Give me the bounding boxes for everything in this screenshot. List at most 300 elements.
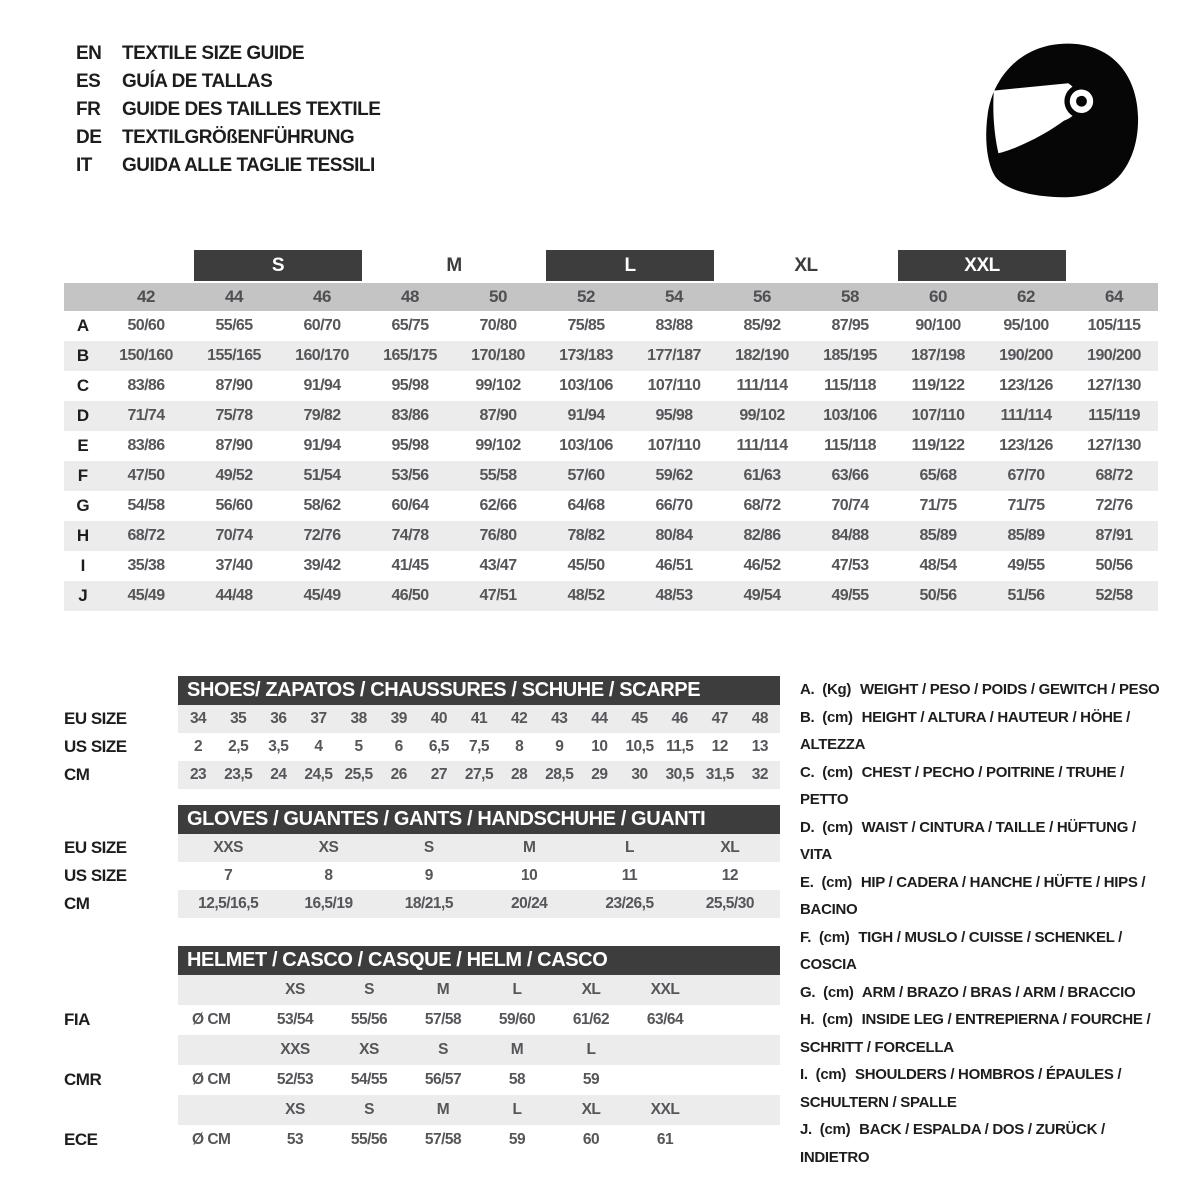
size-value: 16,5/19 [304, 895, 353, 912]
helmet-size-header-row [64, 975, 780, 1005]
measurement-value: 72/76 [1095, 497, 1133, 514]
measurement-value: 46/50 [391, 587, 429, 604]
size-value: XS [318, 839, 339, 856]
legend-text: CHEST / PECHO / POITRINE / TRUHE / PETTO [800, 763, 1124, 808]
legend-item [800, 1116, 1168, 1171]
row-letter: D [76, 406, 90, 425]
legend-text: SHOULDERS / HOMBROS / ÉPAULES / SCHULTERN / SPALLE [800, 1066, 1122, 1111]
measurement-value: 58/62 [303, 497, 341, 514]
size-label: S [364, 1101, 374, 1118]
size-value: 39 [390, 710, 407, 727]
size-value: 28 [511, 766, 528, 783]
unit-label: Ø CM [192, 1071, 231, 1088]
size-value: 13 [751, 738, 769, 755]
row-values [102, 317, 1158, 335]
measurement-value: 75/85 [567, 317, 605, 334]
legend-unit: (Kg) [822, 681, 852, 698]
measurement-value: 103/106 [823, 407, 877, 424]
measurement-value: 50/56 [1095, 557, 1133, 574]
row-values [102, 497, 1158, 515]
row-letter: J [78, 586, 88, 605]
legend-text: BACK / ESPALDA / DOS / ZURÜCK / INDIETRO [800, 1121, 1105, 1166]
language-row [76, 68, 380, 96]
language-code: FR [76, 99, 101, 120]
language-code: ES [76, 71, 101, 92]
size-label: XL [581, 1101, 601, 1118]
table-row [64, 834, 780, 862]
language-title-list [76, 40, 380, 180]
measurement-value: 107/110 [647, 437, 701, 454]
table-row [64, 705, 780, 733]
numeric-size-label: 50 [489, 287, 507, 306]
legend-key: J. [800, 1121, 812, 1138]
measurement-value: 72/76 [303, 527, 341, 544]
gloves-title-row [64, 805, 780, 834]
numeric-size-header [64, 283, 1158, 311]
measurement-value: 61/63 [743, 467, 781, 484]
measurement-value: 41/45 [391, 557, 429, 574]
measurement-value: 55/65 [215, 317, 253, 334]
size-value: 5 [354, 738, 363, 755]
measurement-value: 65/68 [919, 467, 957, 484]
measurement-value: 48/54 [919, 557, 957, 574]
measurement-value: 64/68 [567, 497, 605, 514]
size-value: 24 [270, 766, 287, 783]
gloves-size-table [64, 805, 780, 918]
language-code: IT [76, 155, 92, 176]
numeric-size-label: 52 [577, 287, 595, 306]
unit-label: Ø CM [192, 1131, 231, 1148]
measurement-value: 51/56 [1007, 587, 1045, 604]
unit-label: Ø CM [192, 1011, 231, 1028]
legend-text: TIGH / MUSLO / CUISSE / SCHENKEL / COSCIA [800, 928, 1123, 973]
measurement-value: 111/114 [1000, 407, 1052, 424]
row-values [102, 527, 1158, 545]
measurement-rows [64, 311, 1158, 611]
size-value: 6 [394, 738, 403, 755]
legend-item [800, 814, 1168, 869]
size-value: 52/53 [276, 1071, 314, 1088]
size-label: XXL [650, 1101, 680, 1118]
size-value: 53 [286, 1131, 304, 1148]
size-group-cells [190, 250, 1158, 283]
table-row [64, 551, 1158, 581]
legend-text: HIP / CADERA / HANCHE / HÜFTE / HIPS / BACINO [800, 873, 1146, 918]
row-values [178, 733, 780, 761]
size-value: 11 [621, 867, 638, 884]
shoes-rows [64, 705, 780, 789]
measurement-value: 123/126 [999, 437, 1053, 454]
helmet-sections [64, 975, 780, 1155]
measurement-value: 165/175 [383, 347, 437, 364]
size-value: 27 [430, 766, 447, 783]
size-value: L [625, 839, 634, 856]
row-values [178, 862, 780, 890]
measurement-value: 56/60 [215, 497, 253, 514]
size-label: L [512, 981, 522, 998]
legend-item [800, 759, 1168, 814]
numeric-size-label: 42 [137, 287, 155, 306]
helmet-size-header-row [64, 1035, 780, 1065]
measurement-value: 44/48 [215, 587, 253, 604]
measurement-value: 83/86 [127, 377, 165, 394]
size-value: 55/56 [350, 1011, 388, 1028]
size-value: 34 [189, 710, 207, 727]
measurement-value: 51/54 [303, 467, 341, 484]
size-value: 47 [711, 710, 728, 727]
measurement-value: 37/40 [215, 557, 253, 574]
measurement-value: 49/54 [743, 587, 781, 604]
size-group [542, 250, 718, 283]
size-value: 42 [511, 710, 528, 727]
row-letter: H [76, 526, 90, 545]
legend-unit: (cm) [818, 928, 850, 946]
size-label: M [510, 1041, 524, 1058]
shoes-table-title: SHOES/ ZAPATOS / CHAUSSURES / SCHUHE / SCARPE [178, 676, 780, 705]
row-values [178, 705, 780, 733]
size-value: 60 [582, 1131, 600, 1148]
size-value: 30 [631, 766, 648, 783]
measurement-value: 160/170 [295, 347, 349, 364]
size-value: 11,5 [666, 738, 694, 755]
measurement-value: 35/38 [127, 557, 165, 574]
size-value: 27,5 [464, 766, 494, 783]
measurement-value: 55/58 [479, 467, 517, 484]
measurement-value: 80/84 [655, 527, 693, 544]
size-value: 23/26,5 [605, 895, 654, 912]
measurement-value: 79/82 [303, 407, 341, 424]
measurement-value: 119/122 [911, 377, 965, 394]
measurement-value: 71/75 [919, 497, 957, 514]
table-row [64, 581, 1158, 611]
size-value: 55/56 [350, 1131, 388, 1148]
helmet-standard-section [64, 1035, 780, 1095]
size-value: 4 [314, 738, 323, 755]
size-value: 48 [751, 710, 769, 727]
numeric-size-label: 60 [929, 287, 947, 306]
measurement-value: 39/42 [303, 557, 341, 574]
row-label [64, 975, 178, 1005]
legend-unit: (cm) [822, 708, 853, 726]
size-label: L [512, 1101, 522, 1118]
measurement-value: 63/66 [831, 467, 869, 484]
measurement-value: 111/114 [736, 437, 788, 454]
language-row [76, 152, 380, 180]
legend-unit: (cm) [819, 1121, 851, 1138]
measurement-value: 83/86 [391, 407, 429, 424]
size-label: XXS [280, 1041, 310, 1058]
measurement-legend [800, 676, 1168, 1171]
measurement-value: 45/50 [567, 557, 605, 574]
table-row [64, 890, 780, 918]
size-label: XS [285, 1101, 305, 1118]
measurement-value: 47/53 [831, 557, 869, 574]
size-group [366, 250, 542, 283]
legend-key: C. [800, 763, 815, 781]
size-value: 43 [551, 710, 568, 727]
size-value: 8 [515, 738, 524, 755]
size-value: 24,5 [304, 766, 333, 783]
measurement-value: 85/92 [743, 317, 781, 334]
legend-text: HEIGHT / ALTURA / HAUTEUR / HÖHE / ALTEZZA [800, 708, 1131, 753]
gloves-rows [64, 834, 780, 918]
legend-item [800, 676, 1168, 704]
size-value: 10 [521, 867, 538, 884]
size-value: 25,5/30 [705, 895, 754, 912]
size-value: XL [720, 839, 740, 856]
legend-key: H. [800, 1011, 815, 1028]
helmet-standard-section [64, 975, 780, 1035]
measurement-value: 103/106 [559, 437, 613, 454]
standard-label: CMR [64, 1070, 102, 1089]
size-value: 2,5 [228, 738, 249, 755]
measurement-value: 49/55 [1007, 557, 1045, 574]
size-value: 23 [189, 766, 207, 783]
helmet-standard-section [64, 1095, 780, 1155]
size-value: 8 [324, 867, 333, 884]
size-label: XS [285, 981, 305, 998]
size-label: S [364, 981, 374, 998]
language-title: GUIDA ALLE TAGLIE TESSILI [122, 155, 375, 176]
measurement-value: 74/78 [391, 527, 429, 544]
numeric-size-label: 44 [225, 287, 243, 306]
row-label: CM [64, 894, 90, 913]
measurement-value: 66/70 [655, 497, 693, 514]
size-value: 12,5/16,5 [198, 895, 259, 912]
row-label: EU SIZE [64, 838, 127, 857]
measurement-value: 46/52 [743, 557, 781, 574]
size-label: M [436, 981, 450, 998]
measurement-value: 115/119 [1088, 407, 1140, 424]
size-value: 59/60 [498, 1011, 536, 1028]
size-group-label: M [446, 254, 462, 276]
standard-label: ECE [64, 1130, 98, 1149]
size-value: 32 [751, 766, 769, 783]
legend-key: G. [800, 983, 816, 1001]
size-value: 31,5 [705, 766, 734, 783]
measurement-value: 99/102 [475, 377, 521, 394]
legend-unit: (cm) [822, 763, 853, 781]
measurement-value: 107/110 [647, 377, 701, 394]
legend-item [800, 704, 1168, 759]
row-letter: G [76, 496, 90, 515]
size-labels [178, 975, 780, 1005]
size-value: S [423, 839, 434, 856]
title-spacer [64, 805, 178, 834]
measurement-value: 190/200 [999, 347, 1053, 364]
measurement-value: 190/200 [1087, 347, 1141, 364]
measurement-value: 47/50 [127, 467, 165, 484]
measurement-value: 170/180 [471, 347, 525, 364]
measurement-value: 123/126 [999, 377, 1053, 394]
size-group-label: XL [794, 254, 818, 276]
numeric-size-cells [102, 287, 1158, 307]
size-group-label: S [194, 250, 362, 281]
size-value: 40 [430, 710, 447, 727]
numeric-size-label: 46 [313, 287, 331, 306]
table-row [64, 341, 1158, 371]
title-spacer [64, 946, 178, 975]
measurement-value: 60/64 [391, 497, 429, 514]
size-labels [178, 1095, 780, 1125]
row-label [64, 1095, 178, 1125]
legend-key: E. [800, 873, 814, 891]
language-title: GUIDE DES TAILLES TEXTILE [122, 99, 381, 120]
helmet-value-row [64, 1005, 780, 1035]
table-row [64, 521, 1158, 551]
size-value: 35 [230, 710, 247, 727]
size-value: 7,5 [468, 738, 490, 755]
row-letter: E [77, 436, 89, 455]
table-row [64, 311, 1158, 341]
title-spacer [64, 676, 178, 705]
measurement-value: 187/198 [911, 347, 965, 364]
numeric-size-label: 64 [1105, 287, 1123, 306]
measurement-value: 48/53 [655, 587, 693, 604]
measurement-value: 177/187 [647, 347, 701, 364]
helmet-table-title: HELMET / CASCO / CASQUE / HELM / CASCO [178, 946, 780, 975]
size-value: 56/57 [424, 1071, 462, 1088]
measurement-value: 54/58 [127, 497, 165, 514]
legend-key: B. [800, 708, 815, 726]
size-label: M [436, 1101, 450, 1118]
numeric-size-label: 56 [753, 287, 771, 306]
size-value: 29 [591, 766, 608, 783]
measurement-value: 60/70 [303, 317, 341, 334]
measurement-value: 111/114 [736, 377, 788, 394]
measurement-value: 70/74 [831, 497, 869, 514]
row-values [178, 834, 780, 862]
row-values [102, 377, 1158, 395]
size-label: L [586, 1041, 596, 1058]
legend-item [800, 924, 1168, 979]
legend-text: WEIGHT / PESO / POIDS / GEWITCH / PESO [859, 681, 1160, 698]
helmet-size-header-row [64, 1095, 780, 1125]
legend-item [800, 1061, 1168, 1116]
row-letter: F [77, 466, 89, 485]
measurement-value: 62/66 [479, 497, 517, 514]
legend-key: F. [800, 928, 812, 946]
size-label: XXL [650, 981, 680, 998]
table-row [64, 862, 780, 890]
size-value: 10,5 [625, 738, 654, 755]
measurement-value: 95/98 [391, 437, 429, 454]
measurement-value: 82/86 [743, 527, 781, 544]
measurement-value: 105/115 [1087, 317, 1141, 334]
size-group-spacer [64, 250, 190, 283]
measurement-value: 91/94 [303, 377, 341, 394]
measurement-value: 68/72 [127, 527, 165, 544]
measurement-value: 70/80 [479, 317, 517, 334]
measurement-value: 49/52 [215, 467, 253, 484]
measurement-value: 46/51 [655, 557, 693, 574]
measurement-value: 115/118 [824, 377, 876, 394]
measurement-value: 185/195 [823, 347, 877, 364]
measurement-value: 48/52 [567, 587, 605, 604]
row-values [178, 1005, 780, 1035]
measurement-value: 68/72 [743, 497, 781, 514]
numeric-size-label: 54 [665, 287, 683, 306]
size-label: XS [359, 1041, 379, 1058]
language-row [76, 40, 380, 68]
measurement-value: 173/183 [559, 347, 613, 364]
measurement-value: 67/70 [1007, 467, 1045, 484]
row-values [178, 1125, 780, 1155]
measurement-value: 91/94 [567, 407, 605, 424]
table-row [64, 371, 1158, 401]
measurement-value: 59/62 [655, 467, 693, 484]
row-values [102, 587, 1158, 605]
size-value: 44 [591, 710, 608, 727]
row-values [102, 347, 1158, 365]
measurement-value: 49/55 [831, 587, 869, 604]
measurement-value: 76/80 [479, 527, 517, 544]
table-row [64, 491, 1158, 521]
measurement-value: 87/91 [1095, 527, 1133, 544]
size-value: 12 [711, 738, 728, 755]
helmet-value-row [64, 1125, 780, 1155]
shoes-title-row [64, 676, 780, 705]
size-group-label: L [546, 250, 714, 281]
measurement-value: 87/90 [215, 437, 253, 454]
measurement-value: 87/95 [831, 317, 869, 334]
row-values [102, 437, 1158, 455]
legend-text: ARM / BRAZO / BRAS / ARM / BRACCIO [861, 983, 1136, 1001]
main-size-table [64, 250, 1158, 611]
language-row [76, 96, 380, 124]
helmet-value-row [64, 1065, 780, 1095]
numeric-size-label: 48 [401, 287, 419, 306]
legend-unit: (cm) [815, 1066, 847, 1083]
size-value: 20/24 [511, 895, 548, 912]
size-value: 53/54 [276, 1011, 314, 1028]
table-row [64, 461, 1158, 491]
size-value: 9 [555, 738, 564, 755]
size-group [190, 250, 366, 283]
row-label [64, 1035, 178, 1065]
size-value: 61 [656, 1131, 674, 1148]
size-value: 26 [390, 766, 407, 783]
legend-key: I. [800, 1066, 808, 1083]
measurement-value: 150/160 [119, 347, 173, 364]
row-values [178, 890, 780, 918]
row-letter: I [80, 556, 86, 575]
row-values [178, 761, 780, 789]
measurement-value: 99/102 [475, 437, 521, 454]
measurement-value: 107/110 [911, 407, 965, 424]
measurement-value: 99/102 [739, 407, 785, 424]
shoes-size-table [64, 676, 780, 789]
table-row [64, 761, 780, 789]
size-value: 28,5 [545, 766, 574, 783]
measurement-value: 90/100 [915, 317, 961, 334]
measurement-value: 182/190 [735, 347, 789, 364]
measurement-value: 115/118 [824, 437, 876, 454]
legend-item [800, 869, 1168, 924]
row-label: US SIZE [64, 737, 127, 756]
measurement-value: 50/56 [919, 587, 957, 604]
measurement-value: 91/94 [303, 437, 341, 454]
measurement-value: 87/90 [215, 377, 253, 394]
size-value: 59 [582, 1071, 600, 1088]
legend-text: INSIDE LEG / ENTREPIERNA / FOURCHE / SCHRITT / FORCELLA [800, 1011, 1151, 1056]
size-group-label: XXL [898, 250, 1066, 281]
size-label: S [438, 1041, 448, 1058]
measurement-value: 75/78 [215, 407, 253, 424]
language-row [76, 124, 380, 152]
size-value: 58 [508, 1071, 526, 1088]
row-values [102, 467, 1158, 485]
